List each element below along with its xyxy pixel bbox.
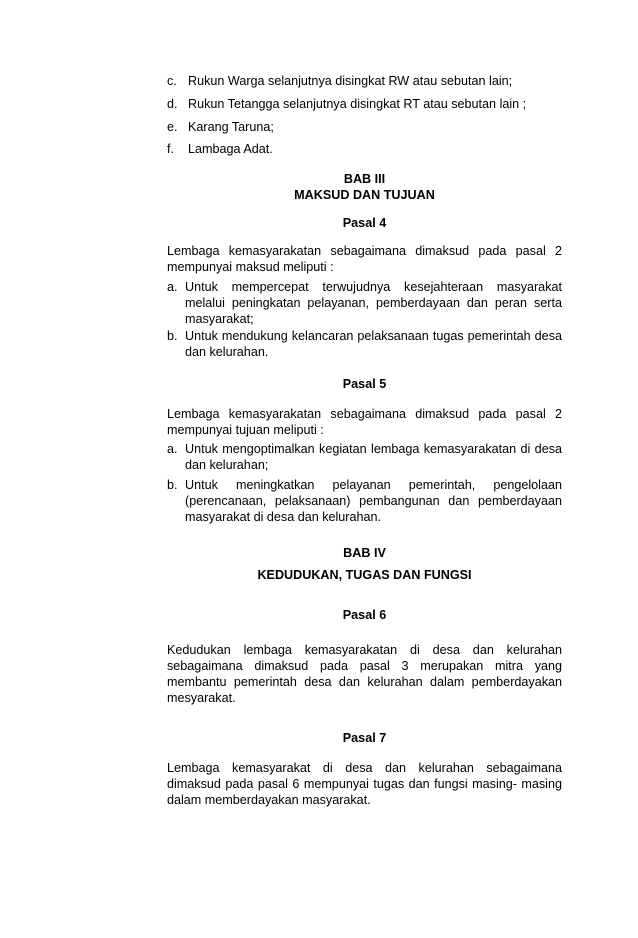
list-item-line: dan kelurahan;: [185, 458, 269, 472]
list-item-line: Untuk meningkatkan pelayanan pemerintah, pengelolaan: [185, 478, 562, 492]
chapter-subtitle: KEDUDUKAN, TUGAS DAN FUNGSI: [257, 568, 472, 582]
paragraph-line: dimaksud pada pasal 6 mempunyai tugas dan fungsi masing- masing: [167, 777, 562, 791]
list-item-line: (perencanaan, pelaksanaan) pembangunan dan pemberdayaan: [185, 494, 562, 508]
list-marker: a.: [167, 280, 178, 294]
list-marker: b.: [167, 329, 178, 343]
chapter-title: BAB IV: [343, 546, 386, 560]
paragraph-line: Lembaga kemasyarakatan sebagaimana dimaksud pada pasal 2: [167, 244, 562, 258]
list-item-line: dan kelurahan.: [185, 345, 269, 359]
paragraph-line: mesyarakat.: [167, 691, 236, 705]
paragraph-line: Lembaga kemasyarakat di desa dan kelurahan sebagaimana: [167, 761, 562, 775]
paragraph-line: Kedudukan lembaga kemasyarakatan di desa dan kelurahan: [167, 643, 562, 657]
list-item: Rukun Tetangga selanjutnya disingkat RT atau sebutan lain ;: [188, 97, 527, 111]
list-item-line: masyarakat;: [185, 312, 254, 326]
list-item: Lambaga Adat.: [188, 142, 273, 156]
list-item-line: masyarakat di desa dan kelurahan.: [185, 510, 382, 524]
article-heading: Pasal 4: [342, 216, 387, 230]
list-marker: a.: [167, 442, 178, 456]
paragraph-line: dalam memberdayakan masyarakat.: [167, 793, 371, 807]
list-marker: e.: [167, 120, 178, 134]
list-item: Rukun Warga selanjutnya disingkat RW atau sebutan lain;: [188, 74, 513, 88]
chapter-subtitle: MAKSUD DAN TUJUAN: [294, 188, 435, 202]
chapter-title: BAB III: [343, 172, 386, 186]
list-item-line: melalui peningkatan pelayanan, pemberdayaan dan peran serta: [185, 296, 562, 310]
paragraph-line: mempunyai tujuan meliputi :: [167, 423, 324, 437]
paragraph-line: Lembaga kemasyarakatan sebagaimana dimaksud pada pasal 2: [167, 407, 562, 421]
list-marker: c.: [167, 74, 177, 88]
list-item: Karang Taruna;: [188, 120, 274, 134]
list-marker: f.: [167, 142, 174, 156]
list-item-line: Untuk mengoptimalkan kegiatan lembaga kemasyarakatan di desa: [185, 442, 562, 456]
paragraph-line: membantu pemerintah desa dan kelurahan dalam pemberdayakan: [167, 675, 562, 689]
paragraph-line: mempunyai maksud meliputi :: [167, 260, 334, 274]
list-item-line: Untuk mendukung kelancaran pelaksanaan tugas pemerintah desa: [185, 329, 562, 343]
article-heading: Pasal 7: [342, 731, 387, 745]
list-marker: b.: [167, 478, 178, 492]
paragraph-line: sebagaimana dimaksud pada pasal 3 merupakan mitra yang: [167, 659, 562, 673]
article-heading: Pasal 6: [342, 608, 387, 622]
list-marker: d.: [167, 97, 178, 111]
list-item-line: Untuk mempercepat terwujudnya kesejahteraan masyarakat: [185, 280, 562, 294]
article-heading: Pasal 5: [342, 377, 387, 391]
